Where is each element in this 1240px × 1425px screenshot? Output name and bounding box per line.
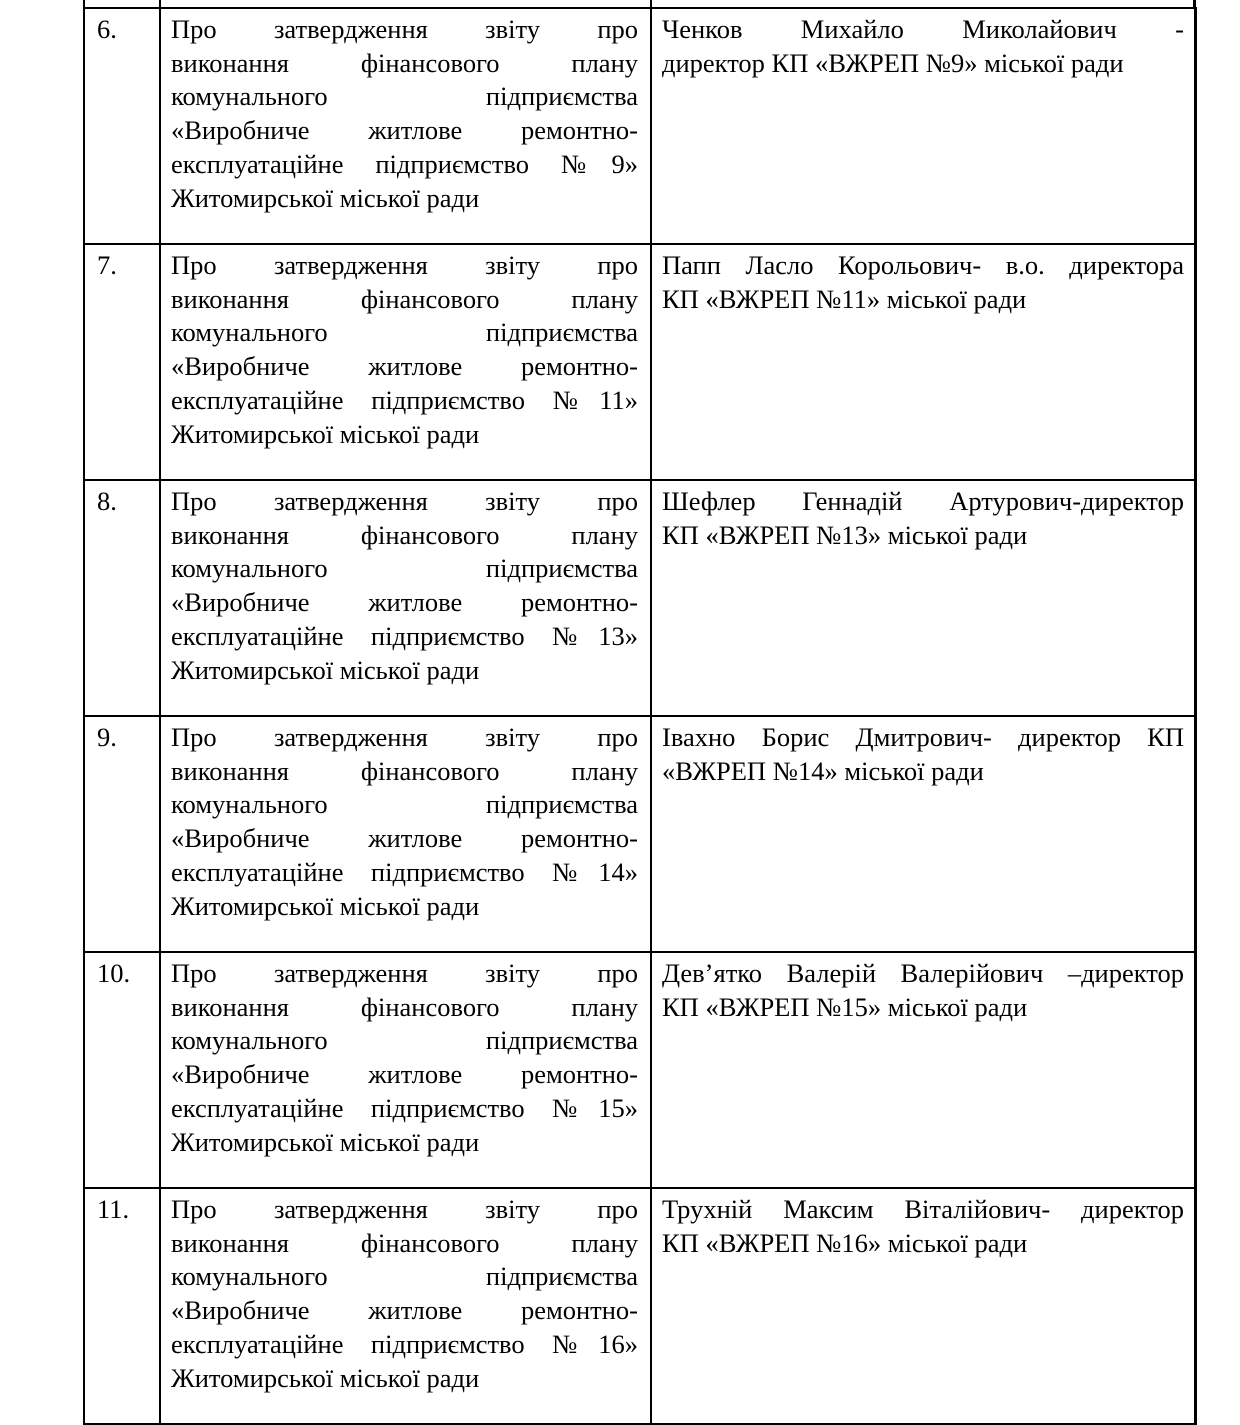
subject-text-line: Житомирської міської ради [171,182,480,213]
subject-text-line: виконання фінансового плану [171,283,638,314]
subject-text-line: комунального підприємства [171,81,638,112]
subject-text-line: комунального підприємства [171,317,638,348]
subject-text-line: комунального підприємства [171,553,638,584]
responsible-text-line: КП «ВЖРЕП №11» міської ради [662,283,1027,314]
subject-text-line: Про затвердження звіту про [171,14,638,44]
responsible-text-line: Ченков Михайло Миколайович - [662,14,1184,44]
item-number: 7. [97,250,117,280]
subject-text-line: Про затвердження звіту про [171,958,638,988]
responsible-cell [651,1188,1196,1424]
subject-text-line: Житомирської міської ради [171,654,480,685]
responsible-text-line: КП «ВЖРЕП №13» міської ради [662,519,1028,550]
table-row [84,8,1196,244]
table-row [84,716,1196,952]
subject-cell [160,1188,651,1424]
subject-text-line: експлуатаційне підприємство №9» [171,148,638,179]
responsible-text-line: КП «ВЖРЕП №15» міської ради [662,991,1028,1022]
responsible-text-line: Трухній Максим Віталійович- директор [662,1194,1184,1224]
subject-text-line: «Виробниче житлове ремонтно- [171,351,638,382]
item-number: 9. [97,722,117,752]
responsible-cell [651,952,1196,1188]
item-number-cell [84,480,160,716]
responsible-text-line: Папп Ласло Корольович- в.о. директора [662,250,1184,280]
subject-text-line: «Виробниче житлове ремонтно- [171,115,638,146]
subject-text-line: «Виробниче житлове ремонтно- [171,587,638,618]
subject-cell [160,8,651,244]
subject-text-line: Житомирської міської ради [171,1362,480,1393]
subject-text-line: Про затвердження звіту про [171,1194,638,1224]
subject-text-line: виконання фінансового плану [171,47,638,78]
subject-cell [160,480,651,716]
responsible-text-line: Івахно Борис Дмитрович- директор КП [662,722,1184,752]
responsible-text-line: директор КП «ВЖРЕП №9» міської ради [662,47,1124,78]
responsible-text-line: «ВЖРЕП №14» міської ради [662,755,984,786]
subject-text-line: виконання фінансового плану [171,1227,638,1258]
responsible-cell [651,480,1196,716]
responsible-text-line: Шефлер Геннадій Артурович-директор [662,486,1184,516]
subject-text-line: «Виробниче житлове ремонтно- [171,1295,638,1326]
subject-text-line: експлуатаційне підприємство №16» [171,1328,638,1359]
responsible-text-line: Дев’ятко Валерій Валерійович –директор [662,958,1184,988]
table-row [84,1188,1196,1424]
subject-text-line: комунального підприємства [171,1025,638,1056]
subject-text-line: «Виробниче житлове ремонтно- [171,823,638,854]
subject-text-line: експлуатаційне підприємство №11» [171,384,638,415]
item-number: 6. [97,14,117,44]
table-row [84,244,1196,480]
subject-text-line: комунального підприємства [171,789,638,820]
item-number: 8. [97,486,117,516]
subject-text-line: комунального підприємства [171,1261,638,1292]
item-number-cell [84,8,160,244]
subject-text-line: Про затвердження звіту про [171,250,638,280]
responsible-cell [651,244,1196,480]
item-number-cell [84,1188,160,1424]
subject-text-line: виконання фінансового плану [171,519,638,550]
responsible-cell [651,8,1196,244]
item-number-cell [84,244,160,480]
subject-cell [160,244,651,480]
subject-cell [160,952,651,1188]
table-row [84,480,1196,716]
agenda-table [83,7,1197,1425]
subject-text-line: експлуатаційне підприємство №15» [171,1092,638,1123]
subject-text-line: Житомирської міської ради [171,890,480,921]
subject-text-line: виконання фінансового плану [171,991,638,1022]
table-row [84,952,1196,1188]
subject-text-line: експлуатаційне підприємство №14» [171,856,638,887]
subject-text-line: «Виробниче житлове ремонтно- [171,1059,638,1090]
subject-text-line: Житомирської міської ради [171,1126,480,1157]
agenda-table-body [84,8,1196,1424]
item-number-cell [84,952,160,1188]
item-number: 11. [97,1194,130,1224]
responsible-cell [651,716,1196,952]
subject-text-line: Житомирської міської ради [171,418,480,449]
subject-text-line: експлуатаційне підприємство №13» [171,620,638,651]
item-number: 10. [97,958,131,988]
item-number-cell [84,716,160,952]
subject-text-line: Про затвердження звіту про [171,486,638,516]
subject-text-line: Про затвердження звіту про [171,722,638,752]
responsible-text-line: КП «ВЖРЕП №16» міської ради [662,1227,1028,1258]
subject-cell [160,716,651,952]
subject-text-line: виконання фінансового плану [171,755,638,786]
